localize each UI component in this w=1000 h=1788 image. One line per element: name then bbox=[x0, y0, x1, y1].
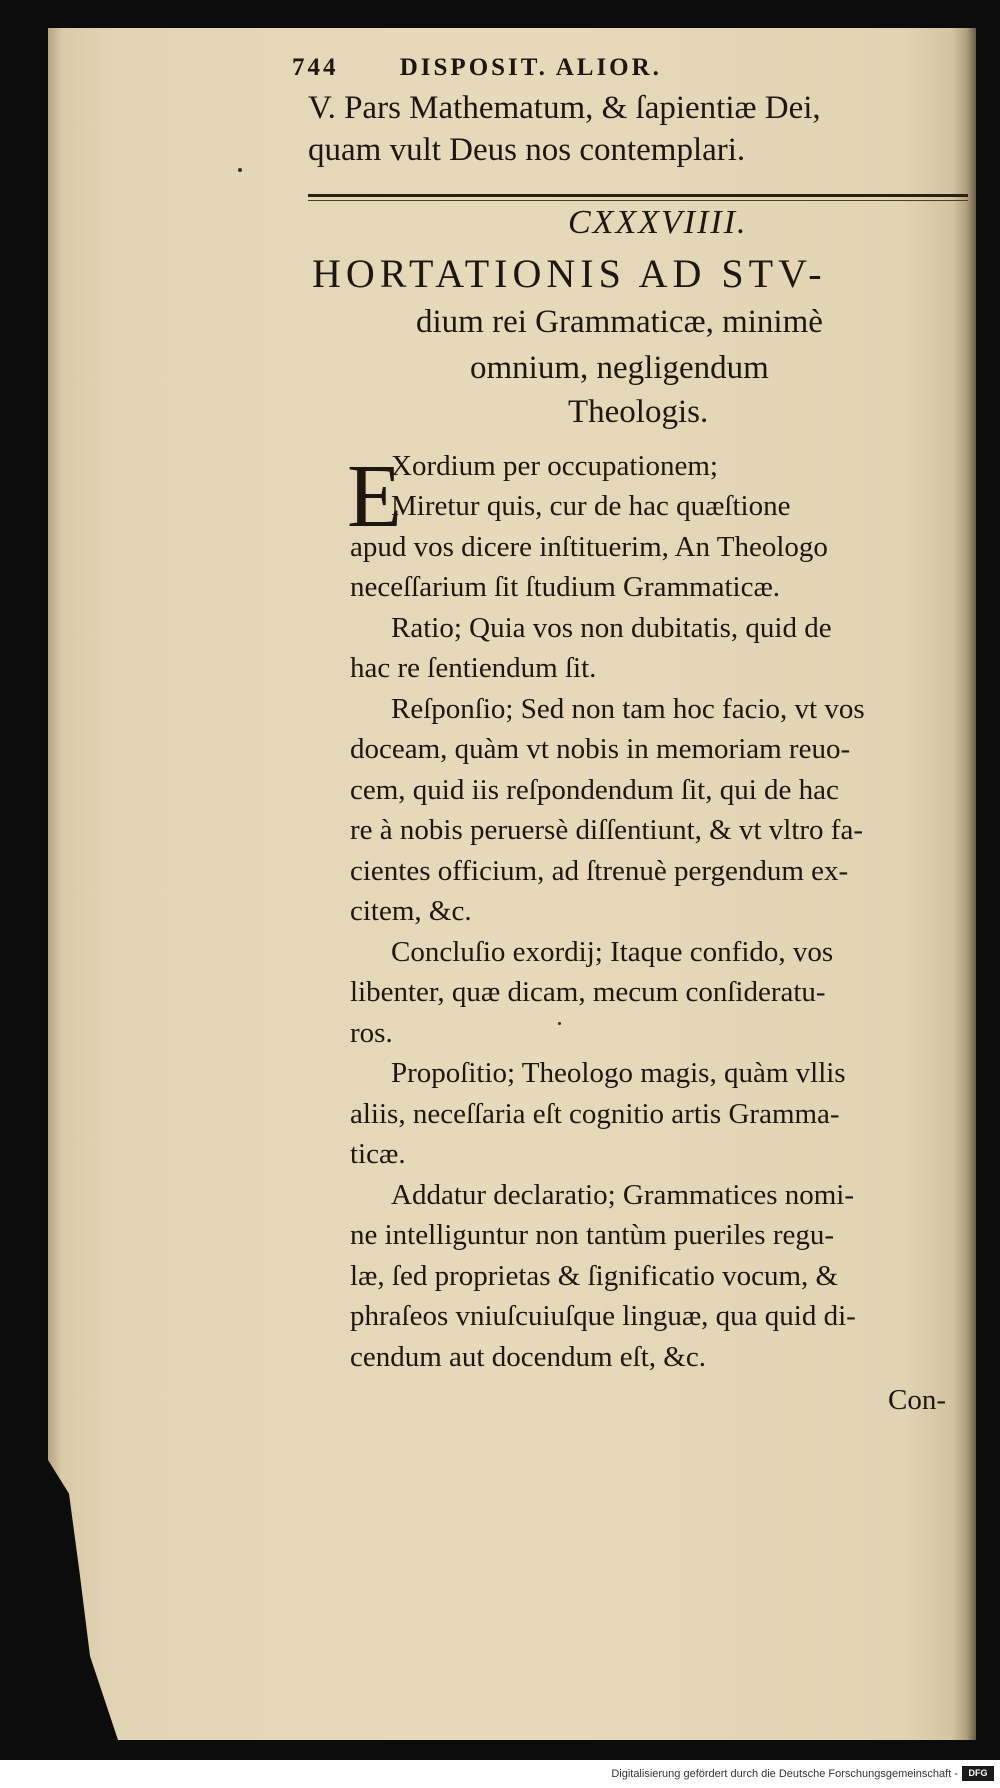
body-line: ticæ. bbox=[350, 1138, 406, 1170]
previous-section-line: V. Pars Mathematum, & ſapientiæ Dei, bbox=[308, 90, 821, 126]
body-line: Concluſio exordij; Itaque confido, vos bbox=[391, 936, 834, 968]
section-heading-line: Theologis. bbox=[568, 394, 709, 430]
ink-speck bbox=[238, 168, 242, 172]
body-line: læ, ſed proprietas & ſignificatio vocum, & bbox=[350, 1260, 839, 1292]
body-line: neceſſarium ſit ſtudium Grammaticæ. bbox=[350, 571, 781, 603]
body-line: citem, &c. bbox=[350, 895, 472, 927]
body-line: ros. bbox=[350, 1017, 393, 1049]
page-edge-shadow bbox=[952, 28, 976, 1740]
body-line: Reſponſio; Sed non tam hoc facio, vt vos bbox=[391, 693, 865, 725]
torn-corner bbox=[48, 1460, 118, 1740]
body-line: apud vos dicere inſtituerim, An Theologo bbox=[350, 531, 828, 563]
body-line: hac re ſentiendum ſit. bbox=[350, 652, 597, 684]
section-heading-line: omnium, negligendum bbox=[470, 350, 769, 386]
body-line: libenter, quæ dicam, mecum conſideratu- bbox=[350, 976, 826, 1008]
body-line: Xordium per occupationem; bbox=[391, 450, 718, 482]
body-line: phraſeos vniuſcuiuſque linguæ, qua quid di- bbox=[350, 1300, 856, 1332]
previous-section-line: quam vult Deus nos contemplari. bbox=[308, 132, 746, 168]
running-head-title: DISPOSIT. ALIOR. bbox=[399, 54, 662, 81]
section-heading-line: dium rei Grammaticæ, minimè bbox=[416, 304, 823, 340]
ink-speck bbox=[558, 1022, 561, 1025]
body-line: re à nobis peruersè diſſentiunt, & vt vltro fa- bbox=[350, 814, 863, 846]
body-line: cem, quid iis reſpondendum ſit, qui de hac bbox=[350, 774, 839, 806]
section-divider-rule-thin bbox=[308, 200, 968, 201]
body-line: cendum aut docendum eſt, &c. bbox=[350, 1341, 706, 1373]
body-line: doceam, quàm vt nobis in memoriam reuo- bbox=[350, 733, 851, 765]
dfg-logo: DFG bbox=[962, 1766, 994, 1781]
running-head bbox=[292, 54, 662, 82]
section-heading-line: HORTATIONIS AD STV- bbox=[312, 251, 827, 296]
page-number: 744 bbox=[292, 54, 339, 81]
drop-cap: E bbox=[347, 447, 402, 546]
body-line: cientes officium, ad ſtrenuè pergendum ex- bbox=[350, 855, 849, 887]
catchword: Con- bbox=[888, 1384, 946, 1416]
body-line: Addatur declaratio; Grammatices nomi- bbox=[391, 1179, 855, 1211]
body-line: Propoſitio; Theologo magis, quàm vllis bbox=[391, 1057, 846, 1089]
body-line: Miretur quis, cur de hac quæſtione bbox=[391, 490, 791, 522]
digitization-credit: Digitalisierung gefördert durch die Deutsche Forschungsgemeinschaft - bbox=[611, 1768, 958, 1780]
body-line: ne intelliguntur non tantùm pueriles regu- bbox=[350, 1219, 835, 1251]
body-line: Ratio; Quia vos non dubitatis, quid de bbox=[391, 612, 832, 644]
body-line: aliis, neceſſaria eſt cognitio artis Gramma- bbox=[350, 1098, 840, 1130]
section-divider-rule bbox=[308, 194, 968, 197]
section-number: CXXXVIIII. bbox=[568, 204, 748, 241]
